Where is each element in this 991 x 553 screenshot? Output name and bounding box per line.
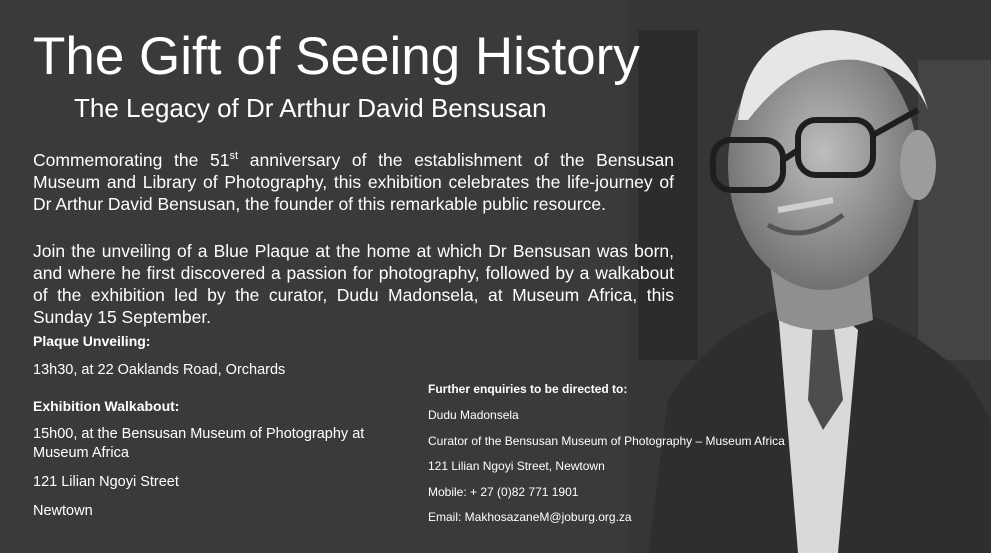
walkabout-suburb: Newtown (33, 503, 93, 519)
intro-paragraph-1: Commemorating the 51st anniversary of the establishment of the Bensusan Museum and Library of Photography, this exhibition celebrates the life-journey of Dr Arthur David Bensusan, the founder of this remarkable public resource. (33, 150, 674, 214)
plaque-detail: 13h30, at 22 Oaklands Road, Orchards (33, 362, 286, 378)
intro-paragraph-2: Join the unveiling of a Blue Plaque at the home at which Dr Bensusan was born, and where he first discovered a passion for photography, followed by a walkabout of the exhibition led by the curator, Dudu Madonsela, at Museum Africa, this Sunday 15 September. (33, 241, 674, 327)
enquiries-mobile: Mobile: + 27 (0)82 771 1901 (428, 485, 579, 499)
page-subtitle: The Legacy of Dr Arthur David Bensusan (74, 93, 547, 123)
walkabout-street: 121 Lilian Ngoyi Street (33, 474, 179, 490)
enquiries-role: Curator of the Bensusan Museum of Photography – Museum Africa (428, 434, 785, 448)
enquiries-email: Email: MakhosazaneM@joburg.org.za (428, 510, 632, 524)
plaque-label: Plaque Unveiling: (33, 333, 151, 349)
walkabout-label: Exhibition Walkabout: (33, 398, 180, 414)
enquiries-address: 121 Lilian Ngoyi Street, Newtown (428, 459, 605, 473)
walkabout-detail: 15h00, at the Bensusan Museum of Photography at Museum Africa (33, 426, 365, 461)
enquiries-name: Dudu Madonsela (428, 408, 519, 422)
enquiries-heading: Further enquiries to be directed to: (428, 382, 628, 396)
page-title: The Gift of Seeing History (33, 27, 640, 86)
